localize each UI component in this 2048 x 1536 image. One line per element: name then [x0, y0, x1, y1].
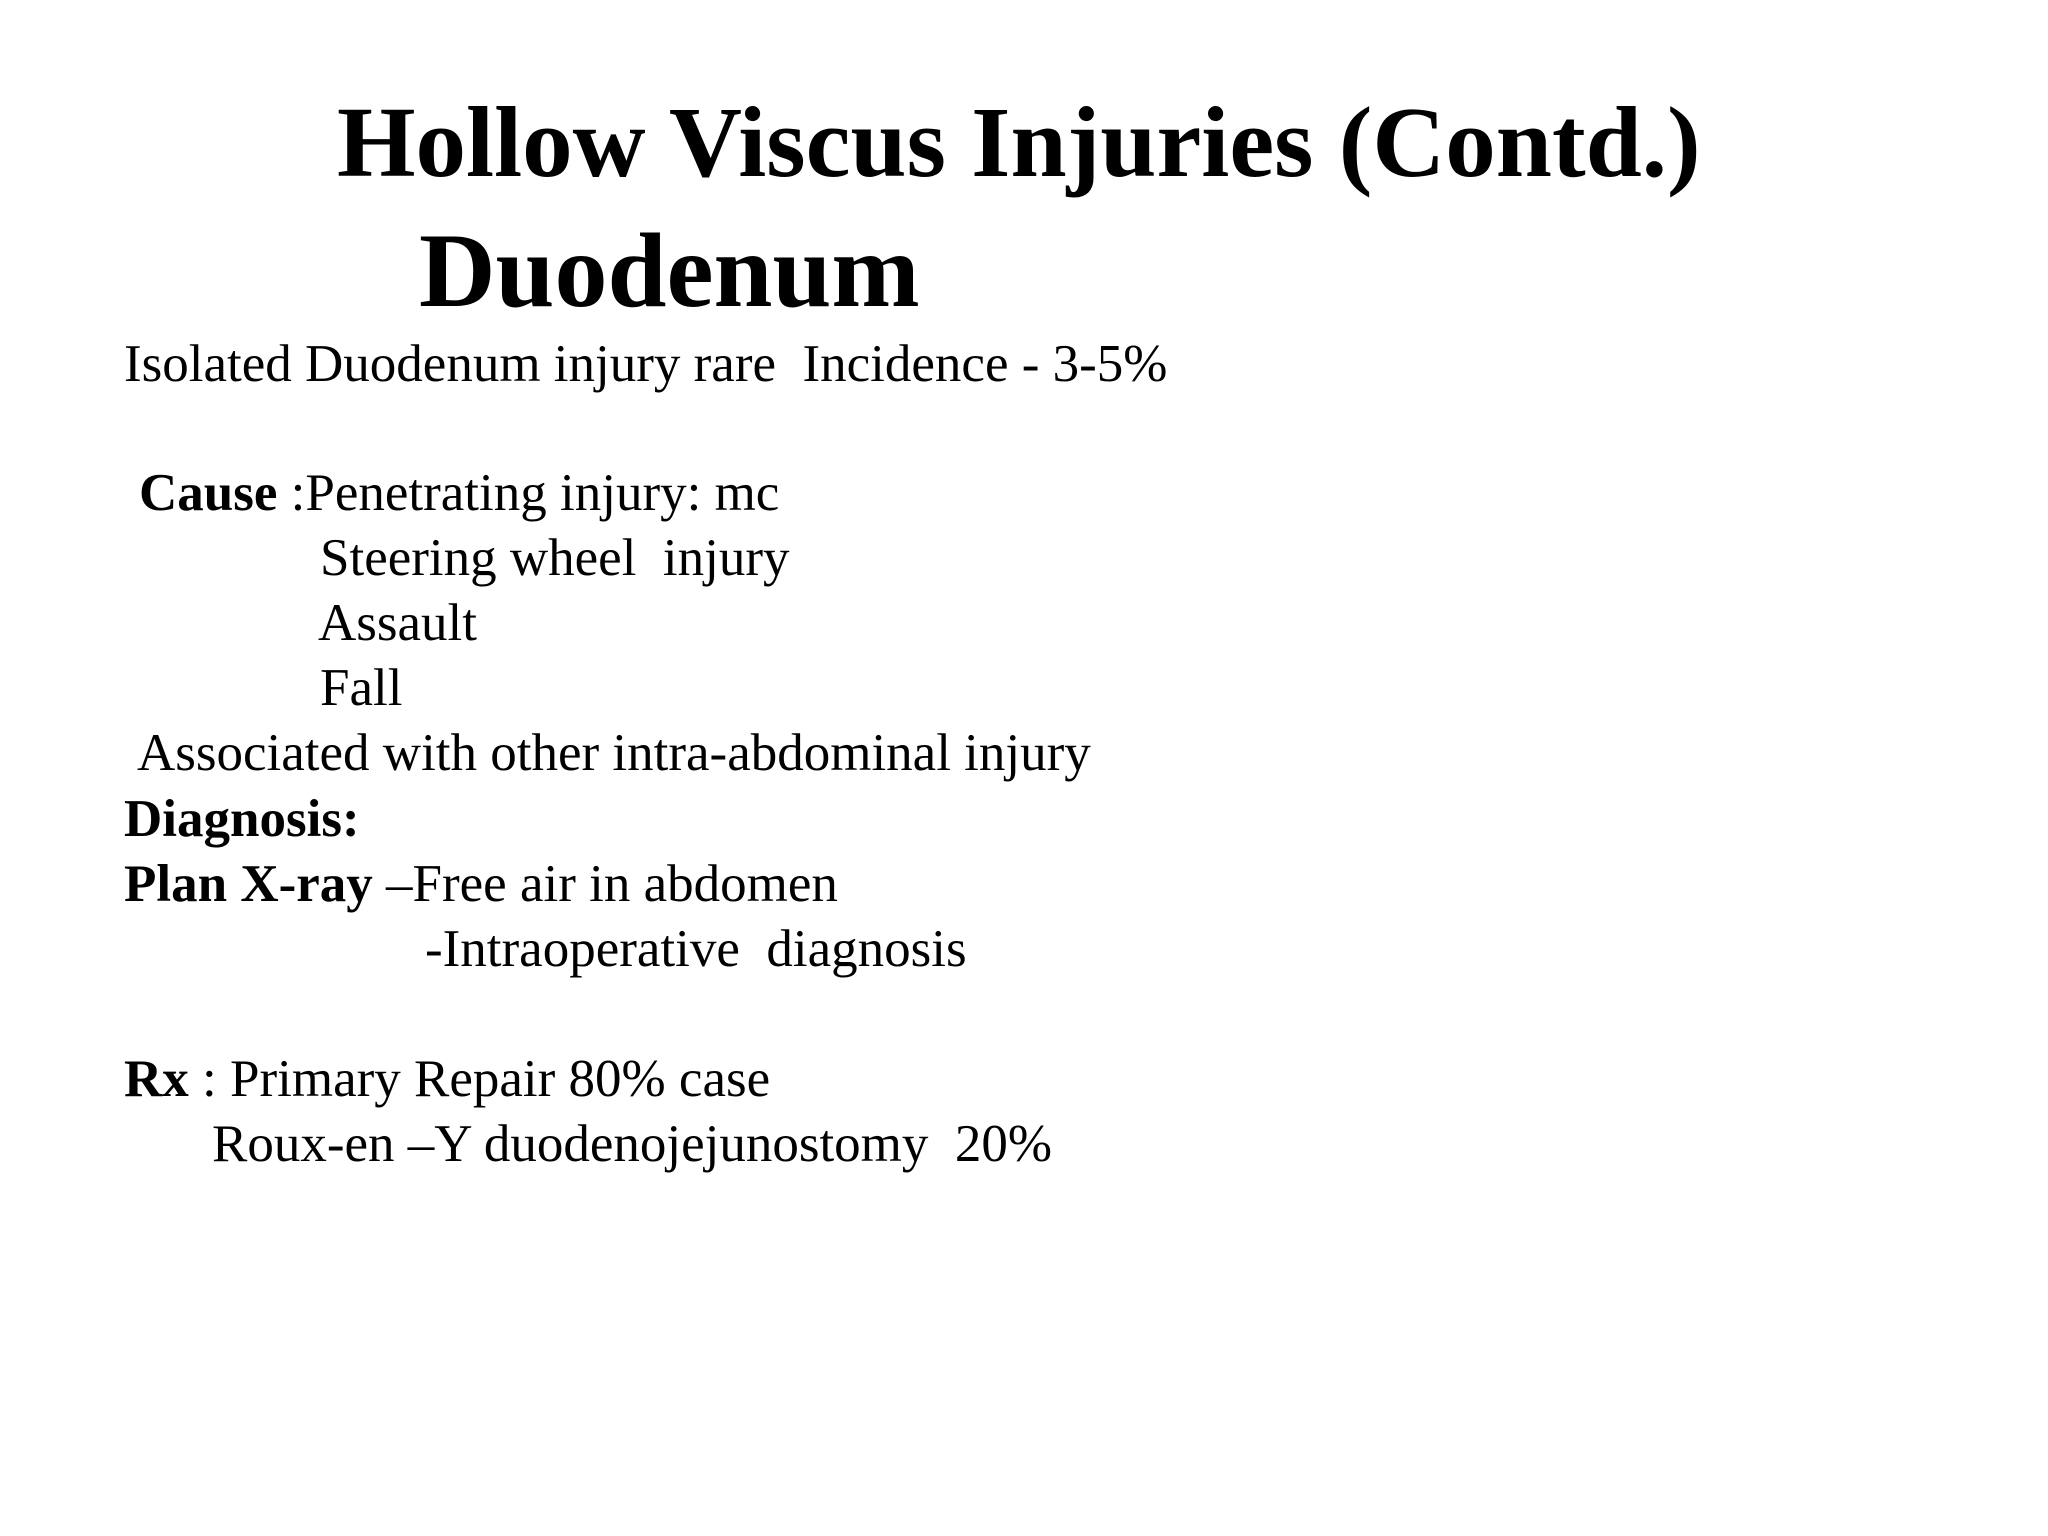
cause-item: Steering wheel injury: [320, 529, 790, 587]
xray-line: [124, 855, 838, 913]
cause-item: Fall: [320, 659, 403, 717]
rx-label: Rx: [124, 1050, 189, 1108]
cause-first: :Penetrating injury: mc: [277, 464, 780, 522]
xray-text: –Free air in abdomen: [372, 855, 838, 913]
rx-line-2: Roux-en –Y duodenojejunostomy 20%: [212, 1115, 1053, 1173]
associated-line: Associated with other intra-abdominal injury: [137, 724, 1091, 782]
cause-label: Cause: [139, 464, 278, 522]
cause-line: [139, 464, 780, 522]
intro-line: Isolated Duodenum injury rare Incidence - 3-5%: [124, 335, 1168, 393]
slide-subtitle: Duodenum: [419, 212, 920, 329]
diagnosis-label: Diagnosis:: [124, 790, 360, 848]
xray-label: Plan X-ray: [124, 855, 373, 913]
rx-text: : Primary Repair 80% case: [188, 1050, 771, 1108]
rx-line: [124, 1050, 771, 1108]
cause-item: Assault: [318, 594, 477, 652]
slide-title: Hollow Viscus Injuries (Contd.): [337, 86, 1701, 198]
xray-line-2: -Intraoperative diagnosis: [425, 920, 967, 978]
